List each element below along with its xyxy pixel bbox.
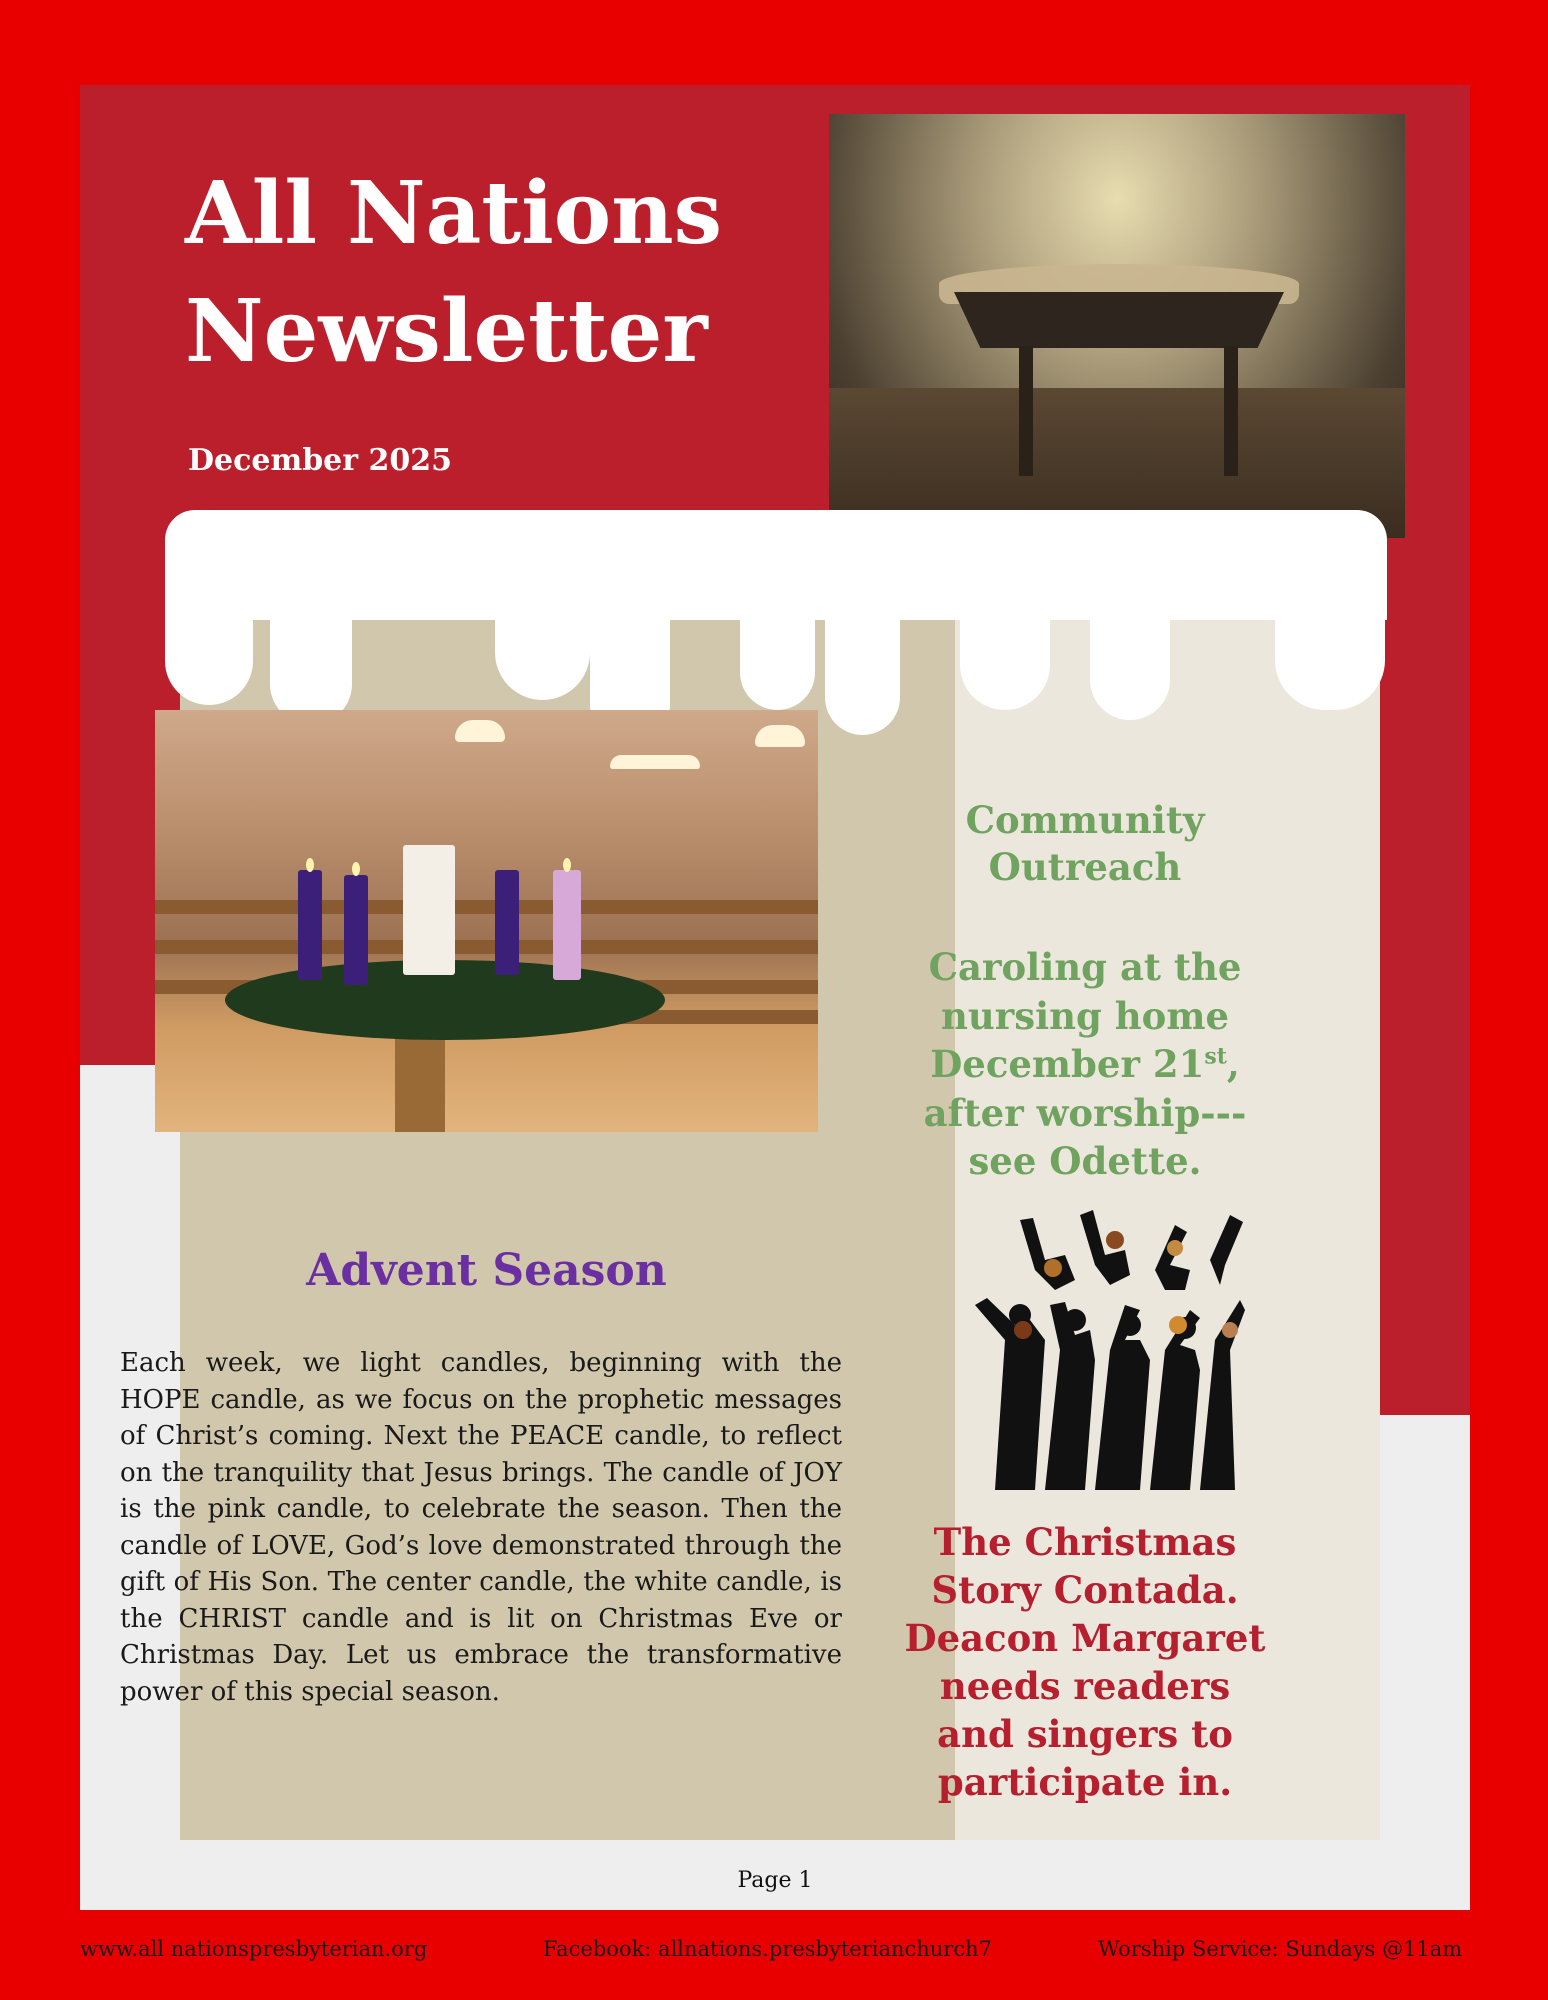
icicle-drip	[165, 615, 253, 705]
icicle-drip	[1090, 615, 1170, 720]
caroling-line: Caroling at the	[928, 945, 1242, 989]
contada-announcement	[885, 1518, 1285, 1806]
icicle-drip	[825, 615, 900, 735]
advent-body: Each week, we light candles, beginning with the HOPE candle, as we focus on the prophetic messages of Christ’s coming. Next the PEACE candle, to reflect on the tranquility that Jesus brings. The candle of JOY is the pink candle, to celebrate the season. Then the candle of LOVE, God’s love demonstrated through the gift of His Son. The center candle, the white candle, is the CHRIST candle and is lit on Christmas Eve or Christmas Day. Let us embrace the transformative power of this special season.	[120, 1348, 842, 1707]
issue-date: December 2025	[188, 443, 453, 478]
icicle-drip	[1275, 615, 1385, 710]
ceiling-light	[455, 720, 505, 742]
ceiling-light	[610, 755, 700, 769]
choir-silhouette-icon	[975, 1210, 1245, 1490]
icicle-drip	[270, 615, 352, 725]
manger-box	[954, 292, 1284, 348]
icicle-drip	[960, 615, 1050, 710]
advent-title: Advent Season	[306, 1245, 667, 1296]
footer-website: www.all nationspresbyterian.org	[80, 1937, 428, 1961]
pew	[155, 900, 818, 914]
caroling-comma: ,	[1226, 1042, 1240, 1086]
outreach-title-line: Community	[965, 798, 1205, 842]
candle-flame	[306, 858, 314, 872]
date-suffix: st	[1204, 1043, 1227, 1070]
christ-candle	[403, 845, 455, 975]
caroling-line: after worship---	[923, 1090, 1247, 1135]
icicle-drip	[740, 615, 815, 710]
manger-photo	[829, 114, 1405, 538]
contada-line: and singers to	[937, 1712, 1233, 1756]
manger-leg	[1019, 346, 1033, 476]
purple-candle	[495, 870, 519, 975]
contada-line: The Christmas	[933, 1520, 1237, 1564]
contada-line: needs readers	[939, 1664, 1231, 1708]
pew	[155, 940, 818, 954]
outreach-title	[895, 797, 1275, 891]
candle-flame	[563, 858, 571, 872]
page-number: Page 1	[737, 1868, 813, 1893]
outreach-title-line: Outreach	[988, 845, 1182, 889]
caroling-line: see Odette.	[968, 1139, 1202, 1183]
manger-leg	[1224, 346, 1238, 476]
caroling-date: December 21	[930, 1042, 1205, 1086]
advent-wreath-photo	[155, 710, 818, 1132]
footer-facebook: Facebook: allnations.presbyterianchurch7	[543, 1937, 992, 1961]
icicle-band	[165, 510, 1387, 620]
contada-line: participate in.	[937, 1760, 1233, 1804]
title-line-1: All Nations	[185, 163, 723, 264]
caroling-line: nursing home	[940, 993, 1230, 1038]
caroling-announcement	[895, 943, 1275, 1186]
candle-flame	[352, 862, 360, 876]
newsletter-title	[185, 155, 785, 391]
contada-line: Story Contada.	[931, 1568, 1239, 1612]
pink-candle	[553, 870, 581, 980]
footer-worship: Worship Service: Sundays @11am	[1098, 1937, 1463, 1961]
purple-candle	[298, 870, 322, 980]
red-band-right	[1380, 1065, 1470, 1415]
ceiling-light	[755, 725, 805, 747]
title-line-2: Newsletter	[185, 281, 708, 382]
caroling-line	[895, 1040, 1275, 1089]
contada-line: Deacon Margaret	[904, 1616, 1266, 1660]
purple-candle	[344, 875, 368, 985]
